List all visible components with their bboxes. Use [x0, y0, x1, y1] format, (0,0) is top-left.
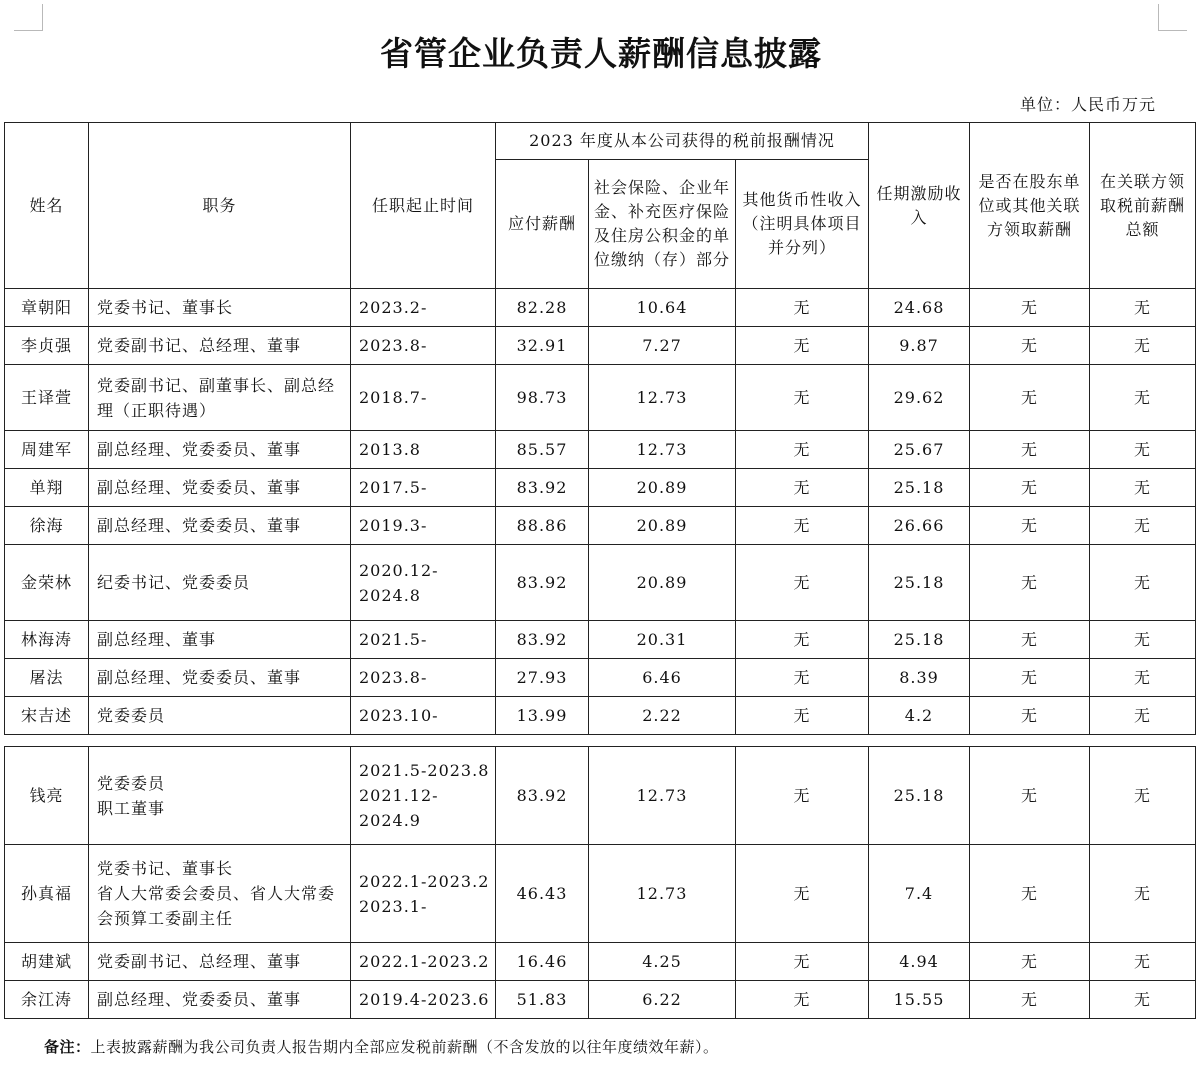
related-party-pay-cell: 无: [1090, 697, 1196, 735]
related-party-pay-cell: 无: [1090, 981, 1196, 1019]
related-party-pay-cell: 无: [1090, 289, 1196, 327]
tenure-cell: [351, 747, 496, 845]
salary-cell: 27.93: [496, 659, 589, 697]
name-cell: 李贞强: [5, 327, 89, 365]
compensation-table: [4, 122, 1196, 735]
other-income-cell: 无: [736, 659, 869, 697]
salary-cell: 83.92: [496, 747, 589, 845]
salary-cell: 82.28: [496, 289, 589, 327]
tenure-cell: 2023.8-: [351, 327, 496, 365]
page-corner-mark: [14, 4, 43, 31]
shareholder-pay-cell: 无: [970, 327, 1090, 365]
name-cell: 金荣林: [5, 545, 89, 621]
position-line: 省人大常委会委员、省人大常委会预算工委副主任: [97, 884, 336, 928]
incentive-cell: 25.18: [869, 469, 970, 507]
table-row: [5, 747, 1196, 845]
tenure-line: 2021.12-2024.9: [359, 786, 439, 830]
table-row: [5, 327, 1196, 365]
salary-cell: 88.86: [496, 507, 589, 545]
position-cell: 副总经理、党委委员、董事: [89, 431, 351, 469]
position-line: 党委委员: [97, 773, 166, 793]
footnote-label: 备注：: [44, 1038, 91, 1056]
tenure-cell: 2023.8-: [351, 659, 496, 697]
incentive-cell: 25.18: [869, 747, 970, 845]
name-cell: 单翔: [5, 469, 89, 507]
shareholder-pay-cell: 无: [970, 431, 1090, 469]
table-row: [5, 431, 1196, 469]
name-cell: 钱亮: [5, 747, 89, 845]
name-cell: 胡建斌: [5, 943, 89, 981]
salary-cell: 98.73: [496, 365, 589, 431]
position-cell: 党委副书记、副董事长、副总经理（正职待遇）: [89, 365, 351, 431]
salary-cell: 83.92: [496, 469, 589, 507]
other-income-cell: 无: [736, 431, 869, 469]
social-insurance-cell: 20.89: [589, 545, 736, 621]
salary-cell: 85.57: [496, 431, 589, 469]
position-line: 党委副书记、总经理、董事: [97, 952, 302, 971]
salary-cell: 16.46: [496, 943, 589, 981]
shareholder-pay-cell: 无: [970, 365, 1090, 431]
table-row: [5, 365, 1196, 431]
header-name: 姓名: [5, 123, 89, 289]
social-insurance-cell: 12.73: [589, 845, 736, 943]
header-tenure: 任职起止时间: [351, 123, 496, 289]
incentive-cell: 7.4: [869, 845, 970, 943]
shareholder-pay-cell: 无: [970, 943, 1090, 981]
incentive-cell: 15.55: [869, 981, 970, 1019]
position-cell: 副总经理、党委委员、董事: [89, 469, 351, 507]
table-row: [5, 845, 1196, 943]
table-row: [5, 469, 1196, 507]
name-cell: 林海涛: [5, 621, 89, 659]
related-party-pay-cell: 无: [1090, 327, 1196, 365]
incentive-cell: 26.66: [869, 507, 970, 545]
other-income-cell: 无: [736, 289, 869, 327]
table-row: [5, 621, 1196, 659]
table-row: [5, 289, 1196, 327]
other-income-cell: 无: [736, 943, 869, 981]
incentive-cell: 8.39: [869, 659, 970, 697]
tenure-line: 2022.1-2023.2: [359, 871, 490, 891]
social-insurance-cell: 7.27: [589, 327, 736, 365]
footnote-text: 上表披露薪酬为我公司负责人报告期内全部应发税前薪酬（不含发放的以往年度绩效年薪）。: [90, 1038, 719, 1056]
name-cell: 章朝阳: [5, 289, 89, 327]
unit-label: 单位：人民币万元: [1019, 95, 1156, 114]
header-other: 其他货币性收入（注明具体项目并分列）: [736, 160, 869, 289]
shareholder-pay-cell: 无: [970, 621, 1090, 659]
header-social: 社会保险、企业年金、补充医疗保险及住房公积金的单位缴纳（存）部分: [589, 160, 736, 289]
tenure-cell: 2023.10-: [351, 697, 496, 735]
related-party-pay-cell: 无: [1090, 545, 1196, 621]
salary-cell: 13.99: [496, 697, 589, 735]
other-income-cell: 无: [736, 469, 869, 507]
shareholder-pay-cell: 无: [970, 659, 1090, 697]
tenure-cell: 2018.7-: [351, 365, 496, 431]
footnote: [44, 1036, 719, 1057]
other-income-cell: 无: [736, 327, 869, 365]
table-row: [5, 981, 1196, 1019]
related-party-pay-cell: 无: [1090, 365, 1196, 431]
other-income-cell: 无: [736, 845, 869, 943]
social-insurance-cell: 6.22: [589, 981, 736, 1019]
position-cell: 副总经理、董事: [89, 621, 351, 659]
social-insurance-cell: 12.73: [589, 747, 736, 845]
social-insurance-cell: 12.73: [589, 431, 736, 469]
social-insurance-cell: 10.64: [589, 289, 736, 327]
other-income-cell: 无: [736, 365, 869, 431]
tenure-line: 2023.1-: [359, 896, 428, 916]
table-row: [5, 545, 1196, 621]
name-cell: 周建军: [5, 431, 89, 469]
related-party-pay-cell: 无: [1090, 507, 1196, 545]
related-party-pay-cell: 无: [1090, 659, 1196, 697]
position-cell: [89, 981, 351, 1019]
tenure-cell: 2021.5-: [351, 621, 496, 659]
tenure-cell: 2020.12-2024.8: [351, 545, 496, 621]
social-insurance-cell: 20.89: [589, 469, 736, 507]
other-income-cell: 无: [736, 621, 869, 659]
header-group: 2023 年度从本公司获得的税前报酬情况: [496, 123, 869, 160]
incentive-cell: 29.62: [869, 365, 970, 431]
table-row: [5, 659, 1196, 697]
name-cell: 王译萱: [5, 365, 89, 431]
other-income-cell: 无: [736, 507, 869, 545]
related-party-pay-cell: 无: [1090, 747, 1196, 845]
header-related: 在关联方领取税前薪酬总额: [1090, 123, 1196, 289]
incentive-cell: 4.2: [869, 697, 970, 735]
tenure-cell: [351, 845, 496, 943]
tenure-cell: [351, 943, 496, 981]
shareholder-pay-cell: 无: [970, 507, 1090, 545]
salary-cell: 83.92: [496, 545, 589, 621]
header-position: 职务: [89, 123, 351, 289]
name-cell: 屠法: [5, 659, 89, 697]
social-insurance-cell: 4.25: [589, 943, 736, 981]
incentive-cell: 9.87: [869, 327, 970, 365]
name-cell: 徐海: [5, 507, 89, 545]
other-income-cell: 无: [736, 545, 869, 621]
incentive-cell: 4.94: [869, 943, 970, 981]
header-shareholder: 是否在股东单位或其他关联方领取薪酬: [970, 123, 1090, 289]
page-title: 省管企业负责人薪酬信息披露: [380, 34, 822, 73]
former-executives-table: [4, 746, 1196, 1019]
table-row: [5, 507, 1196, 545]
shareholder-pay-cell: 无: [970, 747, 1090, 845]
tenure-line: 2021.5-2023.8: [359, 761, 490, 780]
incentive-cell: 25.18: [869, 621, 970, 659]
salary-cell: 32.91: [496, 327, 589, 365]
header-salary: 应付薪酬: [496, 160, 589, 289]
social-insurance-cell: 2.22: [589, 697, 736, 735]
tenure-cell: 2019.3-: [351, 507, 496, 545]
position-cell: 副总经理、党委委员、董事: [89, 659, 351, 697]
table-row: [5, 943, 1196, 981]
name-cell: 宋吉述: [5, 697, 89, 735]
incentive-cell: 24.68: [869, 289, 970, 327]
position-line: 职工董事: [97, 798, 166, 818]
tenure-line: 2022.1-2023.2: [359, 952, 490, 971]
social-insurance-cell: 6.46: [589, 659, 736, 697]
related-party-pay-cell: 无: [1090, 431, 1196, 469]
incentive-cell: 25.67: [869, 431, 970, 469]
header-row: [5, 123, 1196, 160]
position-cell: 副总经理、党委委员、董事: [89, 507, 351, 545]
name-cell: 孙真福: [5, 845, 89, 943]
tenure-line: 2019.4-2023.6: [359, 990, 490, 1009]
other-income-cell: 无: [736, 697, 869, 735]
related-party-pay-cell: 无: [1090, 469, 1196, 507]
related-party-pay-cell: 无: [1090, 621, 1196, 659]
position-line: 副总经理、党委委员、董事: [97, 990, 302, 1009]
salary-cell: 46.43: [496, 845, 589, 943]
shareholder-pay-cell: 无: [970, 289, 1090, 327]
tenure-cell: 2023.2-: [351, 289, 496, 327]
social-insurance-cell: 20.31: [589, 621, 736, 659]
incentive-cell: 25.18: [869, 545, 970, 621]
social-insurance-cell: 20.89: [589, 507, 736, 545]
shareholder-pay-cell: 无: [970, 981, 1090, 1019]
related-party-pay-cell: 无: [1090, 845, 1196, 943]
name-cell: 余江涛: [5, 981, 89, 1019]
table-row: [5, 697, 1196, 735]
salary-cell: 51.83: [496, 981, 589, 1019]
social-insurance-cell: 12.73: [589, 365, 736, 431]
page-corner-mark: [1158, 4, 1187, 31]
position-cell: 党委副书记、总经理、董事: [89, 327, 351, 365]
tenure-cell: 2013.8: [351, 431, 496, 469]
tenure-cell: [351, 981, 496, 1019]
header-incentive: 任期激励收入: [869, 123, 970, 289]
position-cell: [89, 845, 351, 943]
position-cell: 党委委员: [89, 697, 351, 735]
position-line: 党委书记、董事长: [97, 859, 234, 878]
shareholder-pay-cell: 无: [970, 545, 1090, 621]
related-party-pay-cell: 无: [1090, 943, 1196, 981]
tenure-cell: 2017.5-: [351, 469, 496, 507]
other-income-cell: 无: [736, 981, 869, 1019]
position-cell: [89, 747, 351, 845]
shareholder-pay-cell: 无: [970, 845, 1090, 943]
position-cell: 党委书记、董事长: [89, 289, 351, 327]
position-cell: 纪委书记、党委委员: [89, 545, 351, 621]
other-income-cell: 无: [736, 747, 869, 845]
position-cell: [89, 943, 351, 981]
salary-cell: 83.92: [496, 621, 589, 659]
shareholder-pay-cell: 无: [970, 469, 1090, 507]
shareholder-pay-cell: 无: [970, 697, 1090, 735]
